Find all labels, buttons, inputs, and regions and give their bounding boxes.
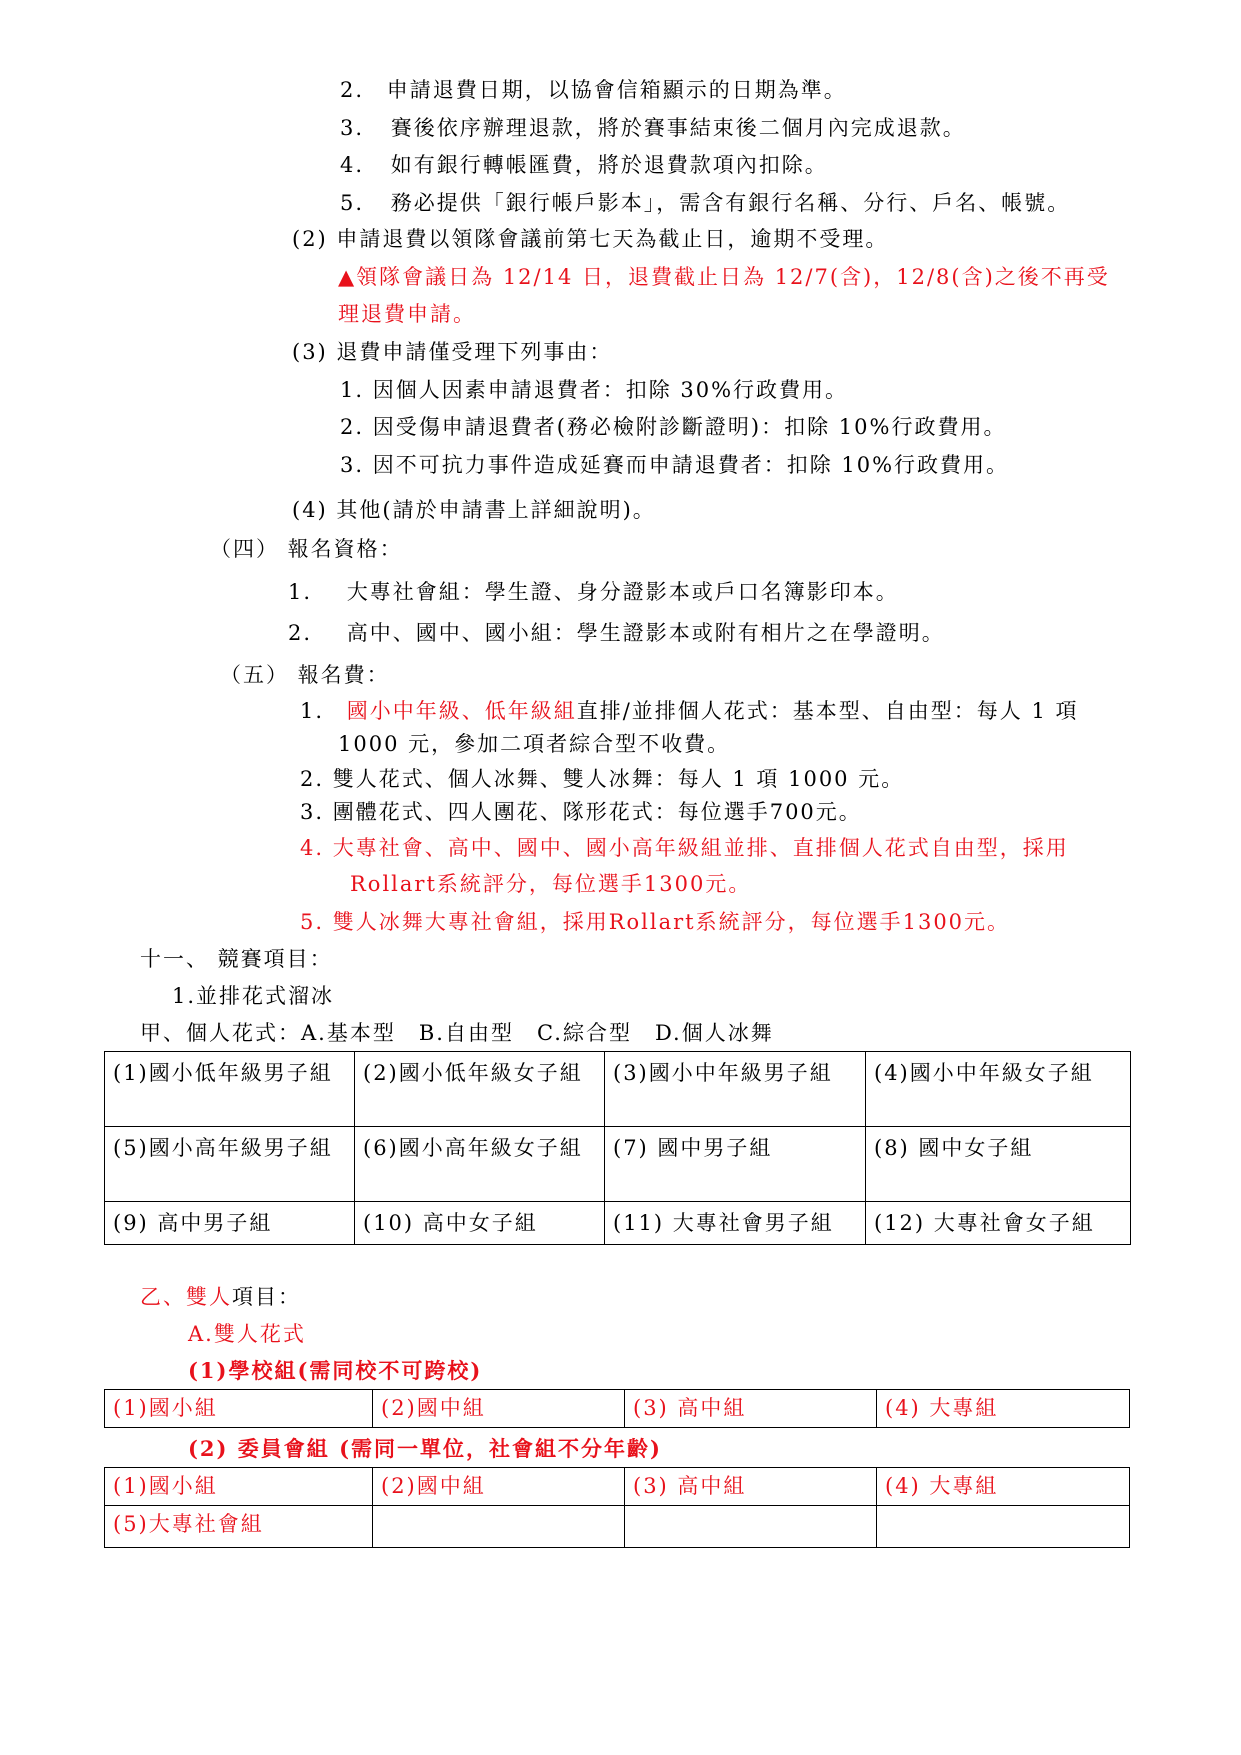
table-cell: (1)國小低年級男子組 — [105, 1052, 355, 1127]
qualification-item: 1. 大專社會組：學生證、身分證影本或戶口名簿影印本。 — [288, 580, 899, 604]
table-cell: (2)國中組 — [373, 1390, 625, 1428]
qualification-heading: （四） 報名資格： — [210, 537, 403, 561]
table-cell — [373, 1506, 625, 1548]
table-cell: (7) 國中男子組 — [605, 1127, 866, 1202]
table-cell: (6)國小高年級女子組 — [355, 1127, 605, 1202]
refund-item-5: 5. 務必提供「銀行帳戶影本」，需含有銀行名稱、分行、戶名、帳號。 — [340, 191, 1071, 215]
table-cell: (4) 大專組 — [877, 1390, 1130, 1428]
fee-item-4-cont: Rollart系統評分，每位選手1300元。 — [350, 872, 752, 896]
table-cell: (2)國小低年級女子組 — [355, 1052, 605, 1127]
qualification-item: 2. 高中、國中、國小組：學生證影本或附有相片之在學證明。 — [288, 621, 945, 645]
refund-reason: 1. 因個人因素申請退費者：扣除 30%行政費用。 — [340, 378, 849, 402]
fee-item-1-cont: 1000 元，參加二項者綜合型不收費。 — [338, 732, 731, 756]
refund-reason: 3. 因不可抗力事件造成延賽而申請退費者：扣除 10%行政費用。 — [340, 453, 1010, 477]
table-cell: (8) 國中女子組 — [866, 1127, 1131, 1202]
fee-item-2: 2. 雙人花式、個人冰舞、雙人冰舞：每人 1 項 1000 元。 — [300, 767, 905, 791]
fees-heading: （五） 報名費： — [220, 663, 390, 687]
table-row — [105, 1052, 1131, 1127]
refund-reasons-heading: (3) 退費申請僅受理下列事由： — [292, 340, 613, 364]
pairs-sub-a: A.雙人花式 — [188, 1322, 306, 1346]
refund-item-3: 3. 賽後依序辦理退款，將於賽事結束後二個月內完成退款。 — [340, 116, 966, 140]
table-cell — [877, 1506, 1130, 1548]
table-row — [105, 1390, 1130, 1428]
table-cell: (5)國小高年級男子組 — [105, 1127, 355, 1202]
refund-item-2: 2. 申請退費日期，以協會信箱顯示的日期為準。 — [340, 78, 847, 102]
table-row — [105, 1202, 1131, 1245]
refund-deadline-warning-cont: 理退費申請。 — [338, 302, 476, 326]
table-row — [105, 1127, 1131, 1202]
school-group-heading: (1)學校組(需同校不可跨校) — [188, 1358, 483, 1383]
committee-group-table — [104, 1467, 1130, 1548]
committee-group-heading: (2) 委員會組 (需同一單位，社會組不分年齡) — [188, 1436, 662, 1461]
table-cell: (12) 大專社會女子組 — [866, 1202, 1131, 1245]
fee-item-3: 3. 團體花式、四人團花、隊形花式：每位選手700元。 — [300, 800, 862, 824]
table-row — [105, 1468, 1130, 1506]
events-individual: 甲、個人花式：A.基本型 B.自由型 C.綜合型 D.個人冰舞 — [140, 1021, 774, 1045]
events-heading: 十一、 競賽項目： — [140, 947, 333, 971]
table-cell: (3) 高中組 — [625, 1390, 877, 1428]
refund-item-4: 4. 如有銀行轉帳匯費，將於退費款項內扣除。 — [340, 153, 828, 177]
table-cell: (5)大專社會組 — [105, 1506, 373, 1548]
table-cell: (3) 高中組 — [625, 1468, 877, 1506]
table-cell: (11) 大專社會男子組 — [605, 1202, 866, 1245]
table-cell: (10) 高中女子組 — [355, 1202, 605, 1245]
events-sub-1: 1.並排花式溜冰 — [172, 984, 335, 1008]
refund-other: (4) 其他(請於申請書上詳細說明)。 — [292, 498, 656, 522]
table-cell: (2)國中組 — [373, 1468, 625, 1506]
fee-item-5: 5. 雙人冰舞大專社會組，採用Rollart系統評分，每位選手1300元。 — [300, 910, 1011, 934]
table-cell: (3)國小中年級男子組 — [605, 1052, 866, 1127]
table-cell: (4)國小中年級女子組 — [866, 1052, 1131, 1127]
individual-events-table — [104, 1051, 1131, 1245]
refund-deadline: (2) 申請退費以領隊會議前第七天為截止日，逾期不受理。 — [292, 227, 889, 251]
table-cell — [625, 1506, 877, 1548]
table-cell: (4) 大專組 — [877, 1468, 1130, 1506]
pairs-heading: 乙、雙人項目： — [140, 1285, 301, 1309]
table-row — [105, 1506, 1130, 1548]
table-cell: (9) 高中男子組 — [105, 1202, 355, 1245]
table-cell: (1)國小組 — [105, 1390, 373, 1428]
fee-item-1: 1. 國小中年級、低年級組直排/並排個人花式：基本型、自由型：每人 1 項 — [300, 699, 1079, 723]
school-group-table — [104, 1389, 1130, 1428]
fee-item-4: 4. 大專社會、高中、國中、國小高年級組並排、直排個人花式自由型，採用 — [300, 836, 1069, 860]
refund-reason: 2. 因受傷申請退費者(務必檢附診斷證明)：扣除 10%行政費用。 — [340, 415, 1007, 439]
refund-deadline-warning: ▲領隊會議日為 12/14 日，退費截止日為 12/7(含)，12/8(含)之後不再受 — [338, 265, 1110, 289]
table-cell: (1)國小組 — [105, 1468, 373, 1506]
